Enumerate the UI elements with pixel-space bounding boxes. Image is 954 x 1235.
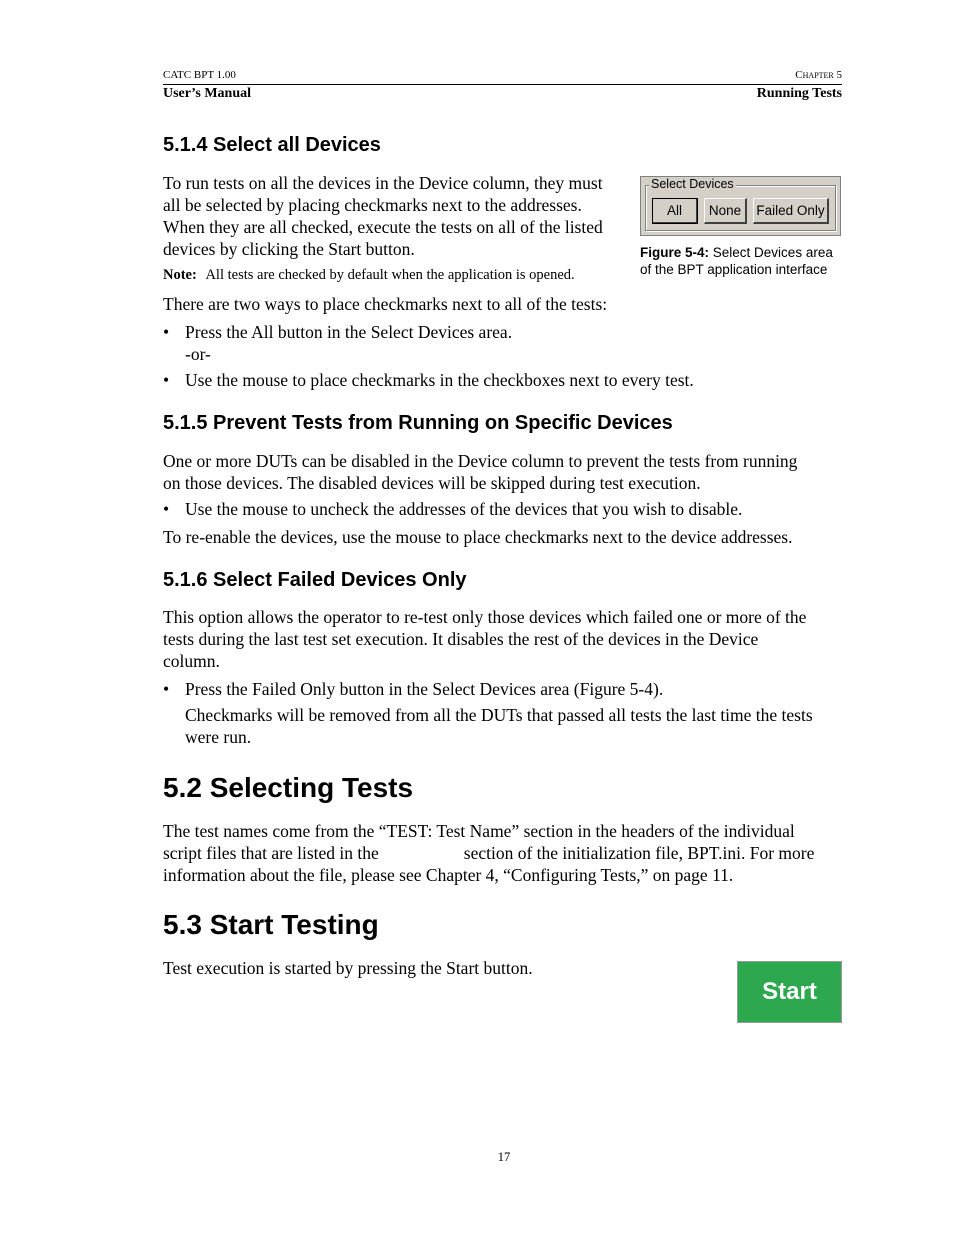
- para-514-intro: There are two ways to place checkmarks next to all of the tests:: [163, 294, 608, 314]
- bullet-subtext: [185, 704, 813, 748]
- bullet-dot: •: [163, 322, 170, 342]
- para-515-line: on those devices. The disabled devices will be skipped during test execution.: [163, 473, 701, 493]
- none-button[interactable]: None: [704, 198, 747, 224]
- header-manual: User’s Manual: [163, 86, 252, 101]
- bullet-text: Use the mouse to place checkmarks in the checkboxes next to every test.: [185, 370, 694, 390]
- para-515: [163, 450, 797, 494]
- para-515-line: One or more DUTs can be disabled in the Device column to prevent the tests from running: [163, 451, 798, 471]
- heading-53: 5.3 Start Testing: [163, 909, 379, 940]
- bullet-text: Press the Failed Only button in the Select Devices area (Figure 5-4).: [185, 679, 664, 699]
- caption-text: Select Devices area: [712, 245, 833, 260]
- header-rule: [163, 84, 842, 85]
- bullet-dot: •: [163, 370, 170, 390]
- page-number: 17: [497, 1150, 511, 1164]
- para-514: [163, 172, 603, 260]
- para-514-line: When they are all checked, execute the tests on all of the listed: [163, 217, 603, 237]
- bullet-dot: •: [163, 679, 170, 699]
- all-button[interactable]: All: [652, 198, 698, 224]
- para-52-line: The test names come from the “TEST: Test Name” section in the headers of the individual: [163, 821, 795, 841]
- bullet-text: Press the All button in the Select Devices area.: [185, 322, 513, 342]
- para-514-line: all be selected by placing checkmarks next to the addresses.: [163, 195, 582, 215]
- select-devices-group: [640, 176, 841, 236]
- heading-514: 5.1.4 Select all Devices: [163, 134, 381, 156]
- bullet-dot: •: [163, 499, 170, 519]
- figure-caption: [640, 244, 850, 278]
- para-514-line: devices by clicking the Start button.: [163, 239, 415, 259]
- heading-515: 5.1.5 Prevent Tests from Running on Specific Devices: [163, 412, 673, 434]
- para-515-after: To re-enable the devices, use the mouse to place checkmarks next to the device addresses.: [163, 527, 793, 547]
- group-legend: Select Devices: [651, 177, 734, 191]
- note-text: All tests are checked by default when the application is opened.: [205, 267, 575, 283]
- para-52-line2-start: script files that are listed in the: [163, 843, 379, 863]
- failed-only-button[interactable]: Failed Only: [753, 198, 829, 224]
- heading-516: 5.1.6 Select Failed Devices Only: [163, 569, 467, 591]
- bullet-subtext-line: were run.: [185, 727, 252, 747]
- caption-text: of the BPT application interface: [640, 262, 828, 277]
- para-516: [163, 606, 806, 672]
- para-514-line: To run tests on all the devices in the Device column, they must: [163, 173, 603, 193]
- para-52: [163, 820, 814, 886]
- para-516-line: column.: [163, 651, 220, 671]
- para-52-line: [163, 842, 814, 864]
- para-52-line: information about the file, please see Chapter 4, “Configuring Tests,” on page 11.: [163, 865, 734, 885]
- or-text: -or-: [185, 344, 211, 364]
- header-chapter-title: Running Tests: [756, 86, 842, 101]
- note-label: Note:: [163, 267, 197, 283]
- header-product: CATC BPT 1.00: [163, 69, 236, 81]
- heading-52: 5.2 Selecting Tests: [163, 772, 414, 803]
- para-516-line: This option allows the operator to re-test only those devices which failed one or more of the: [163, 607, 807, 627]
- para-53: Test execution is started by pressing the Start button.: [163, 958, 533, 978]
- para-516-line: tests during the last test set execution. It disables the rest of the devices in the Device: [163, 629, 759, 649]
- bullet-text: Use the mouse to uncheck the addresses of the devices that you wish to disable.: [185, 499, 743, 519]
- caption-label: Figure 5-4:: [640, 245, 710, 260]
- para-52-line2-end: section of the initialization file, BPT.ini. For more: [463, 843, 815, 863]
- bullet-subtext-line: Checkmarks will be removed from all the DUTs that passed all tests the last time the tests: [185, 705, 813, 725]
- header-chapter: Chapter 5: [795, 69, 842, 81]
- start-button[interactable]: Start: [737, 961, 842, 1023]
- note: [163, 267, 575, 284]
